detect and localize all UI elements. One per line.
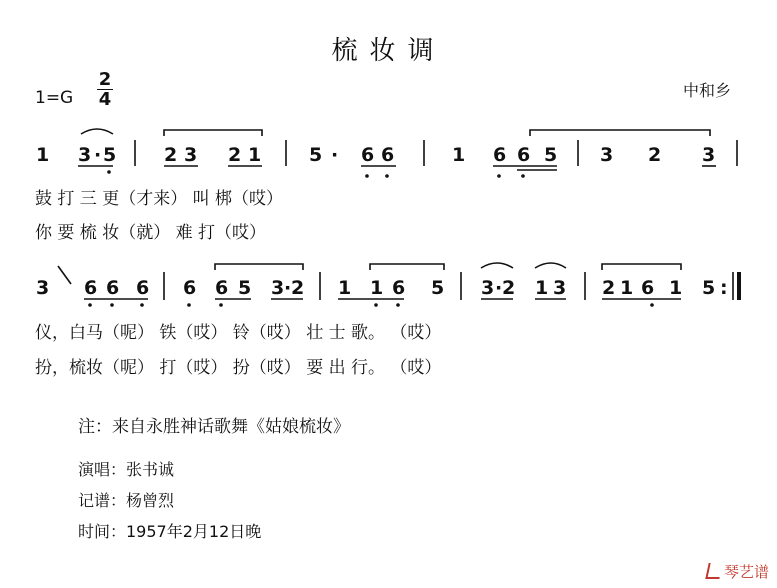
row2-notes	[36, 277, 728, 299]
note: 3	[78, 144, 92, 166]
note: 3	[553, 277, 567, 299]
note: 5	[544, 144, 558, 166]
note: :	[720, 277, 728, 299]
lower-dot	[110, 303, 114, 307]
row2-lyrics-2: 扮，梳妆（呢） 打（哎） 扮（哎） 要 出 行。 （哎）	[35, 358, 442, 378]
note: ·	[284, 277, 292, 299]
note: 2	[164, 144, 178, 166]
lower-dot	[365, 174, 369, 178]
note: 2	[228, 144, 242, 166]
note: 6	[183, 277, 197, 299]
note: 6	[381, 144, 395, 166]
note: 2	[602, 277, 616, 299]
note: 3	[481, 277, 495, 299]
tie-slur	[535, 263, 566, 268]
note: 6	[493, 144, 507, 166]
note: 6	[84, 277, 98, 299]
note: 1	[36, 144, 50, 166]
note: 6	[136, 277, 150, 299]
note: 3	[184, 144, 198, 166]
row2-lyrics-1: 仪，白马（呢） 铁（哎） 铃（哎） 壮 士 歌。 （哎）	[35, 323, 442, 343]
note: 2	[502, 277, 516, 299]
grace-slash	[58, 266, 71, 284]
slur-bracket	[370, 264, 444, 270]
note: 5	[431, 277, 445, 299]
note: 1	[669, 277, 683, 299]
row2-dots	[88, 303, 654, 307]
note: 6	[215, 277, 229, 299]
lower-dot	[521, 174, 525, 178]
lower-dot	[385, 174, 389, 178]
note: 1	[620, 277, 634, 299]
singer-credit: 演唱：张书诚	[78, 460, 175, 479]
note: 2	[648, 144, 662, 166]
time-signature-bottom: 4	[98, 89, 112, 110]
note: 5	[238, 277, 252, 299]
note: 3	[271, 277, 285, 299]
note: 1	[248, 144, 262, 166]
note: 3	[36, 277, 50, 299]
tie-slur	[481, 263, 513, 268]
note: 1	[370, 277, 384, 299]
row1-lyrics-1: 鼓 打 三 更（才来） 叫 梆（哎）	[35, 189, 284, 209]
song-title: 梳妆调	[331, 36, 446, 66]
time-signature-top: 2	[98, 69, 112, 90]
lower-dot	[88, 303, 92, 307]
note: 5	[309, 144, 323, 166]
lower-dot	[396, 303, 400, 307]
note: 5	[702, 277, 716, 299]
note: 1	[338, 277, 352, 299]
note: ·	[495, 277, 503, 299]
watermark-text: 琴艺谱	[724, 563, 770, 581]
lower-dot	[140, 303, 144, 307]
final-barline-thick	[737, 272, 741, 300]
note: 1	[535, 277, 549, 299]
notation-credit: 记谱：杨曾烈	[78, 491, 175, 510]
slur-bracket	[215, 264, 303, 270]
lower-dot	[374, 303, 378, 307]
note: 3	[600, 144, 614, 166]
note: 6	[392, 277, 406, 299]
note: 5	[103, 144, 117, 166]
note: 3	[702, 144, 716, 166]
note: 6	[106, 277, 120, 299]
lower-dot	[650, 303, 654, 307]
note: ·	[331, 144, 339, 166]
slur-bracket	[530, 130, 710, 136]
row1-dots	[107, 170, 525, 178]
note: 6	[641, 277, 655, 299]
row1-notes	[36, 144, 715, 166]
row1-lyrics-2: 你 要 梳 妆（就） 难 打（哎）	[35, 223, 267, 243]
note: 2	[291, 277, 305, 299]
note: ·	[94, 144, 102, 166]
watermark-logo	[707, 561, 769, 582]
lower-dot	[187, 303, 191, 307]
date-credit: 时间：1957年2月12日晚	[78, 522, 262, 541]
lower-dot	[107, 170, 111, 174]
logo-icon	[705, 563, 722, 579]
note: 6	[517, 144, 531, 166]
lower-dot	[497, 174, 501, 178]
slur-bracket	[602, 264, 681, 270]
lower-dot	[219, 303, 223, 307]
note: 1	[452, 144, 466, 166]
slur-bracket	[164, 130, 262, 136]
note: 6	[361, 144, 375, 166]
source-note: 注：来自永胜神话歌舞《姑娘梳妆》	[78, 417, 350, 437]
origin-label: 中和乡	[683, 81, 732, 100]
tie-slur	[81, 129, 113, 134]
key-signature: 1=G	[35, 88, 74, 108]
